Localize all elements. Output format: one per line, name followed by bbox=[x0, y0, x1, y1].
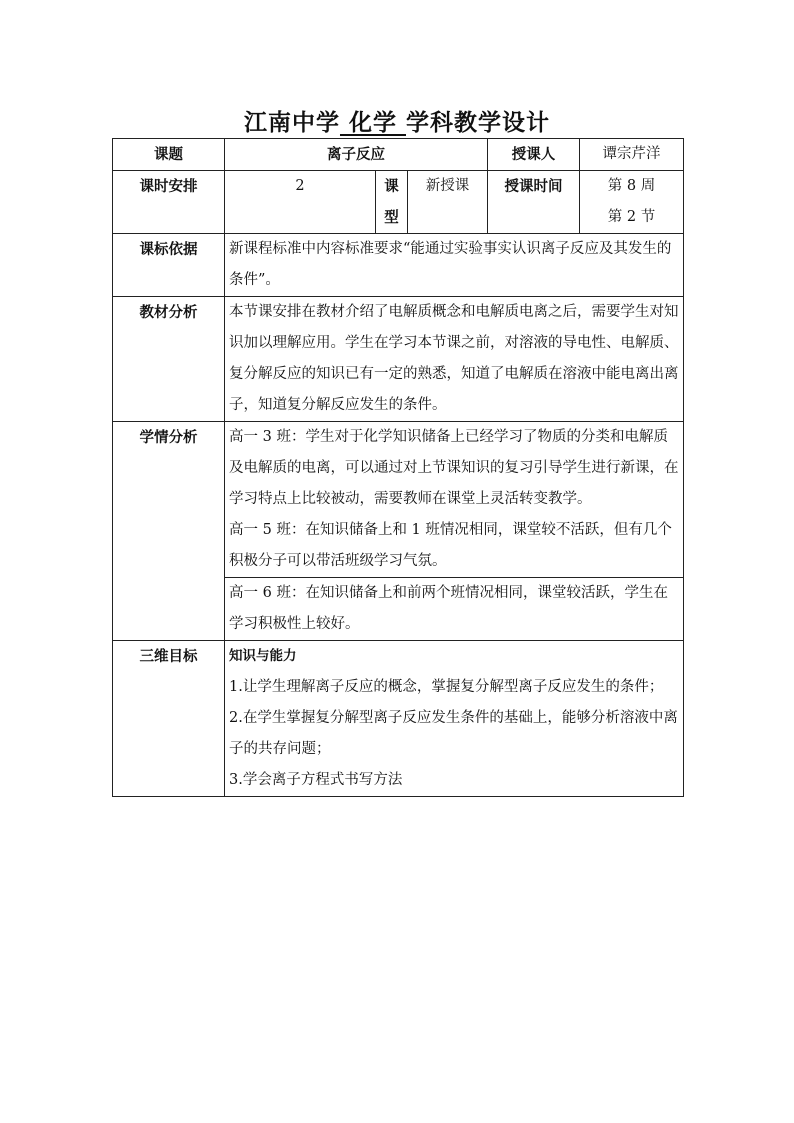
subject-name: 化学 bbox=[339, 109, 406, 136]
title-suffix: 学科教学设计 bbox=[406, 109, 550, 136]
basis-row bbox=[113, 234, 684, 297]
topic-value: 离子反应 bbox=[225, 139, 488, 171]
document-title bbox=[0, 104, 794, 137]
teaching-time-label: 授课时间 bbox=[488, 171, 580, 234]
material-label: 教材分析 bbox=[113, 297, 225, 422]
lesson-type-label-2: 型 bbox=[384, 209, 399, 226]
goal-item-2: 2.在学生掌握复分解型离子反应发生条件的基础上，能够分析溶液中离子的共存问题； bbox=[229, 710, 678, 757]
school-name: 江南中学 bbox=[243, 109, 340, 136]
class6-analysis: 高一 6 班：在知识储备上和前两个班情况相同，课堂较活跃，学生在学习积极性上较好。 bbox=[225, 578, 684, 641]
goals-heading: 知识与能力 bbox=[229, 648, 297, 664]
students-row bbox=[113, 422, 684, 578]
teaching-period: 第 2 节 bbox=[607, 209, 656, 225]
teaching-time-value bbox=[580, 171, 684, 234]
students-label: 学情分析 bbox=[113, 422, 225, 641]
teacher-label: 授课人 bbox=[488, 139, 580, 171]
schedule-hours: 2 bbox=[225, 171, 376, 234]
lesson-type-value: 新授课 bbox=[408, 171, 488, 234]
students-analysis bbox=[225, 422, 684, 578]
basis-text: 新课程标准中内容标准要求“能通过实验事实认识离子反应及其发生的条件”。 bbox=[225, 234, 684, 297]
goal-item-3: 3.学会离子方程式书写方法 bbox=[229, 772, 403, 788]
teacher-value: 谭宗芹洋 bbox=[580, 139, 684, 171]
teaching-week: 第 8 周 bbox=[607, 178, 656, 194]
goal-item-1: 1.让学生理解离子反应的概念，掌握复分解型离子反应发生的条件； bbox=[229, 679, 664, 695]
goals-row bbox=[113, 641, 684, 797]
basis-label: 课标依据 bbox=[113, 234, 225, 297]
goals-label: 三维目标 bbox=[113, 641, 225, 797]
goals-content bbox=[225, 641, 684, 797]
lesson-type-label bbox=[376, 171, 408, 234]
material-row bbox=[113, 297, 684, 422]
lesson-type-label-1: 课 bbox=[384, 178, 399, 195]
schedule-label: 课时安排 bbox=[113, 171, 225, 234]
material-text: 本节课安排在教材介绍了电解质概念和电解质电离之后，需要学生对知识加以理解应用。学生在学习本节课之前，对溶液的导电性、电解质、复分解反应的知识已有一定的熟悉，知道了电解质在溶液中能电离出离子，知道复分解反应发生的条件。 bbox=[225, 297, 684, 422]
class5-analysis: 高一 5 班：在知识储备上和 1 班情况相同，课堂较不活跃，但有几个积极分子可以带活班级学习气氛。 bbox=[229, 522, 672, 569]
topic-row bbox=[113, 139, 684, 171]
topic-label: 课题 bbox=[113, 139, 225, 171]
class3-analysis: 高一 3 班：学生对于化学知识储备上已经学习了物质的分类和电解质及电解质的电离，可以通过对上节课知识的复习引导学生进行新课，在学习特点上比较被动，需要教师在课堂上灵活转变教学。 bbox=[229, 429, 679, 507]
lesson-plan-table bbox=[112, 138, 684, 797]
schedule-row bbox=[113, 171, 684, 234]
